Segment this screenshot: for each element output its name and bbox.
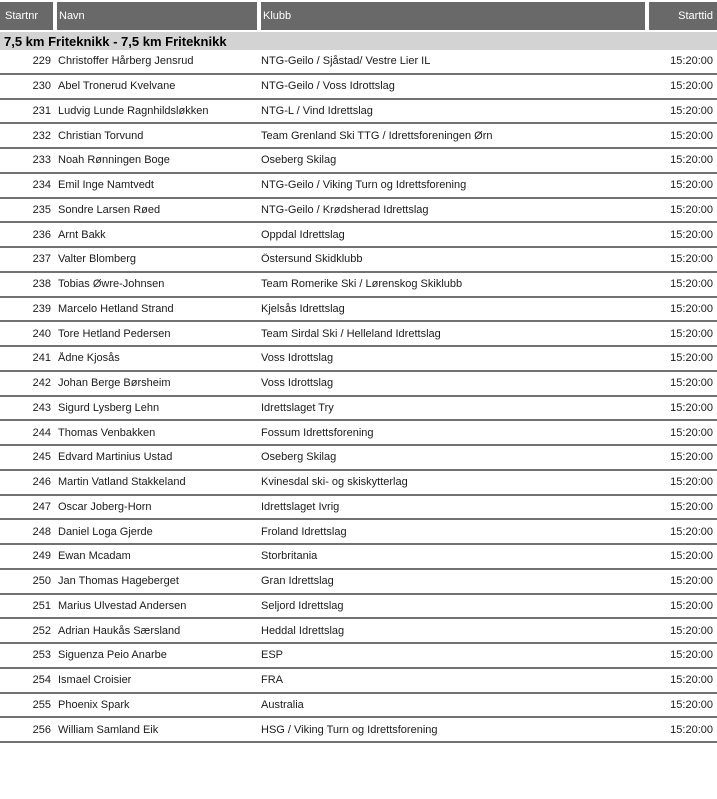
cell-startnr: 252 bbox=[32, 624, 51, 637]
cell-navn: Johan Berge Børsheim bbox=[58, 377, 171, 390]
cell-startnr: 233 bbox=[32, 154, 51, 167]
cell-startnr: 244 bbox=[32, 426, 51, 439]
table-row bbox=[0, 322, 717, 347]
table-row bbox=[0, 619, 717, 644]
cell-starttid: 15:20:00 bbox=[670, 203, 713, 216]
cell-klubb: Team Romerike Ski / Lørenskog Skiklubb bbox=[261, 278, 463, 291]
table-row bbox=[0, 595, 717, 620]
cell-starttid: 15:20:00 bbox=[670, 55, 713, 68]
cell-starttid: 15:20:00 bbox=[670, 401, 713, 414]
cell-starttid: 15:20:00 bbox=[670, 253, 713, 266]
table-row bbox=[0, 199, 717, 224]
cell-startnr: 240 bbox=[32, 327, 51, 340]
table-header bbox=[0, 0, 717, 30]
cell-klubb: NTG-L / Vind Idrettslag bbox=[261, 104, 373, 117]
cell-klubb: Oseberg Skilag bbox=[261, 154, 337, 167]
column-header-navn: Navn bbox=[57, 2, 257, 30]
cell-navn: Oscar Joberg-Horn bbox=[58, 500, 152, 513]
cell-starttid: 15:20:00 bbox=[670, 154, 713, 167]
cell-startnr: 232 bbox=[32, 129, 51, 142]
table-row bbox=[0, 669, 717, 694]
cell-klubb: Voss Idrottslag bbox=[261, 352, 334, 365]
cell-startnr: 251 bbox=[32, 599, 51, 612]
cell-startnr: 250 bbox=[32, 575, 51, 588]
cell-klubb: Gran Idrettslag bbox=[261, 575, 334, 588]
table-row bbox=[0, 174, 717, 199]
table-row bbox=[0, 545, 717, 570]
cell-klubb: Voss Idrottslag bbox=[261, 377, 334, 390]
section-header bbox=[0, 32, 717, 50]
cell-startnr: 237 bbox=[32, 253, 51, 266]
table-row bbox=[0, 694, 717, 719]
cell-klubb: Oppdal Idrettslag bbox=[261, 228, 345, 241]
cell-klubb: Fossum Idrettsforening bbox=[261, 426, 374, 439]
cell-navn: Sondre Larsen Røed bbox=[58, 203, 161, 216]
cell-navn: Sigurd Lysberg Lehn bbox=[58, 401, 160, 414]
table-row bbox=[0, 397, 717, 422]
cell-klubb: FRA bbox=[261, 674, 283, 687]
cell-klubb: HSG / Viking Turn og Idrettsforening bbox=[261, 723, 438, 736]
cell-starttid: 15:20:00 bbox=[670, 525, 713, 538]
cell-klubb: Kvinesdal ski- og skiskytterlag bbox=[261, 476, 408, 489]
table-row bbox=[0, 446, 717, 471]
cell-klubb: ESP bbox=[261, 649, 284, 662]
cell-starttid: 15:20:00 bbox=[670, 674, 713, 687]
cell-startnr: 234 bbox=[32, 179, 51, 192]
cell-navn: Ewan Mcadam bbox=[58, 550, 131, 563]
table-row bbox=[0, 570, 717, 595]
cell-klubb: Storbritania bbox=[261, 550, 318, 563]
section-title: 7,5 km Friteknikk - 7,5 km Friteknikk bbox=[4, 33, 227, 49]
table-row bbox=[0, 644, 717, 669]
cell-navn: Edvard Martinius Ustad bbox=[58, 451, 173, 464]
table-row bbox=[0, 75, 717, 100]
cell-starttid: 15:20:00 bbox=[670, 476, 713, 489]
cell-startnr: 254 bbox=[32, 674, 51, 687]
cell-navn: Thomas Venbakken bbox=[58, 426, 156, 439]
cell-klubb: Australia bbox=[261, 698, 304, 711]
cell-navn: Tobias Øwre-Johnsen bbox=[58, 278, 165, 291]
cell-navn: Christoffer Hårberg Jensrud bbox=[58, 55, 194, 68]
cell-starttid: 15:20:00 bbox=[670, 624, 713, 637]
cell-starttid: 15:20:00 bbox=[670, 698, 713, 711]
cell-starttid: 15:20:00 bbox=[670, 179, 713, 192]
cell-starttid: 15:20:00 bbox=[670, 228, 713, 241]
cell-startnr: 229 bbox=[32, 55, 51, 68]
table-row bbox=[0, 718, 717, 743]
cell-startnr: 236 bbox=[32, 228, 51, 241]
cell-klubb: Idrettslaget Try bbox=[261, 401, 334, 414]
table-row bbox=[0, 248, 717, 273]
cell-startnr: 235 bbox=[32, 203, 51, 216]
table-row bbox=[0, 273, 717, 298]
cell-navn: Ådne Kjosås bbox=[58, 352, 120, 365]
cell-klubb: NTG-Geilo / Viking Turn og Idrettsforening bbox=[261, 179, 467, 192]
cell-startnr: 249 bbox=[32, 550, 51, 563]
table-body bbox=[0, 50, 717, 743]
table-row bbox=[0, 50, 717, 75]
table-row bbox=[0, 520, 717, 545]
cell-klubb: NTG-Geilo / Krødsherad Idrettslag bbox=[261, 203, 429, 216]
cell-starttid: 15:20:00 bbox=[670, 302, 713, 315]
table-row bbox=[0, 223, 717, 248]
cell-navn: Ludvig Lunde Ragnhildsløkken bbox=[58, 104, 209, 117]
cell-starttid: 15:20:00 bbox=[670, 451, 713, 464]
cell-starttid: 15:20:00 bbox=[670, 104, 713, 117]
cell-starttid: 15:20:00 bbox=[670, 550, 713, 563]
cell-navn: Martin Vatland Stakkeland bbox=[58, 476, 186, 489]
column-header-klubb: Klubb bbox=[261, 2, 645, 30]
cell-startnr: 248 bbox=[32, 525, 51, 538]
cell-navn: Siguenza Peio Anarbe bbox=[58, 649, 167, 662]
cell-klubb: Oseberg Skilag bbox=[261, 451, 337, 464]
cell-navn: Marcelo Hetland Strand bbox=[58, 302, 174, 315]
cell-starttid: 15:20:00 bbox=[670, 575, 713, 588]
cell-startnr: 253 bbox=[32, 649, 51, 662]
column-header-startnr: Startnr bbox=[0, 2, 53, 30]
cell-starttid: 15:20:00 bbox=[670, 352, 713, 365]
cell-navn: Jan Thomas Hageberget bbox=[58, 575, 179, 588]
table-row bbox=[0, 372, 717, 397]
table-row bbox=[0, 496, 717, 521]
cell-navn: Adrian Haukås Særsland bbox=[58, 624, 181, 637]
cell-navn: William Samland Eik bbox=[58, 723, 159, 736]
column-header-starttid: Starttid bbox=[649, 2, 717, 30]
cell-klubb: Heddal Idrettslag bbox=[261, 624, 345, 637]
cell-navn: Noah Rønningen Boge bbox=[58, 154, 170, 167]
cell-klubb: NTG-Geilo / Sjåstad/ Vestre Lier IL bbox=[261, 55, 431, 68]
cell-startnr: 241 bbox=[32, 352, 51, 365]
cell-klubb: Idrettslaget Ivrig bbox=[261, 500, 340, 513]
cell-starttid: 15:20:00 bbox=[670, 599, 713, 612]
cell-startnr: 242 bbox=[32, 377, 51, 390]
cell-startnr: 238 bbox=[32, 278, 51, 291]
cell-startnr: 230 bbox=[32, 80, 51, 93]
cell-startnr: 247 bbox=[32, 500, 51, 513]
cell-navn: Phoenix Spark bbox=[58, 698, 130, 711]
cell-starttid: 15:20:00 bbox=[670, 278, 713, 291]
cell-klubb: Froland Idrettslag bbox=[261, 525, 347, 538]
cell-navn: Christian Torvund bbox=[58, 129, 144, 142]
cell-starttid: 15:20:00 bbox=[670, 327, 713, 340]
table-row bbox=[0, 149, 717, 174]
cell-startnr: 243 bbox=[32, 401, 51, 414]
cell-navn: Daniel Loga Gjerde bbox=[58, 525, 153, 538]
cell-navn: Marius Ulvestad Andersen bbox=[58, 599, 187, 612]
table-row bbox=[0, 471, 717, 496]
cell-starttid: 15:20:00 bbox=[670, 377, 713, 390]
cell-startnr: 245 bbox=[32, 451, 51, 464]
cell-startnr: 246 bbox=[32, 476, 51, 489]
cell-klubb: Kjelsås Idrettslag bbox=[261, 302, 345, 315]
table-row bbox=[0, 347, 717, 372]
cell-startnr: 256 bbox=[32, 723, 51, 736]
cell-startnr: 239 bbox=[32, 302, 51, 315]
cell-klubb: Team Sirdal Ski / Helleland Idrettslag bbox=[261, 327, 441, 340]
cell-navn: Arnt Bakk bbox=[58, 228, 106, 241]
table-row bbox=[0, 124, 717, 149]
cell-klubb: NTG-Geilo / Voss Idrottslag bbox=[261, 80, 395, 93]
table-row bbox=[0, 100, 717, 125]
cell-navn: Tore Hetland Pedersen bbox=[58, 327, 171, 340]
cell-starttid: 15:20:00 bbox=[670, 129, 713, 142]
cell-klubb: Seljord Idrettslag bbox=[261, 599, 344, 612]
table-row bbox=[0, 421, 717, 446]
cell-starttid: 15:20:00 bbox=[670, 426, 713, 439]
cell-startnr: 231 bbox=[32, 104, 51, 117]
cell-klubb: Team Grenland Ski TTG / Idrettsforeningen Ørn bbox=[261, 129, 493, 142]
table-row bbox=[0, 298, 717, 323]
cell-starttid: 15:20:00 bbox=[670, 500, 713, 513]
cell-navn: Abel Tronerud Kvelvane bbox=[58, 80, 176, 93]
cell-starttid: 15:20:00 bbox=[670, 80, 713, 93]
cell-starttid: 15:20:00 bbox=[670, 649, 713, 662]
cell-navn: Ismael Croisier bbox=[58, 674, 132, 687]
cell-navn: Valter Blomberg bbox=[58, 253, 137, 266]
cell-startnr: 255 bbox=[32, 698, 51, 711]
cell-starttid: 15:20:00 bbox=[670, 723, 713, 736]
cell-klubb: Östersund Skidklubb bbox=[261, 253, 363, 266]
cell-navn: Emil Inge Namtvedt bbox=[58, 179, 154, 192]
